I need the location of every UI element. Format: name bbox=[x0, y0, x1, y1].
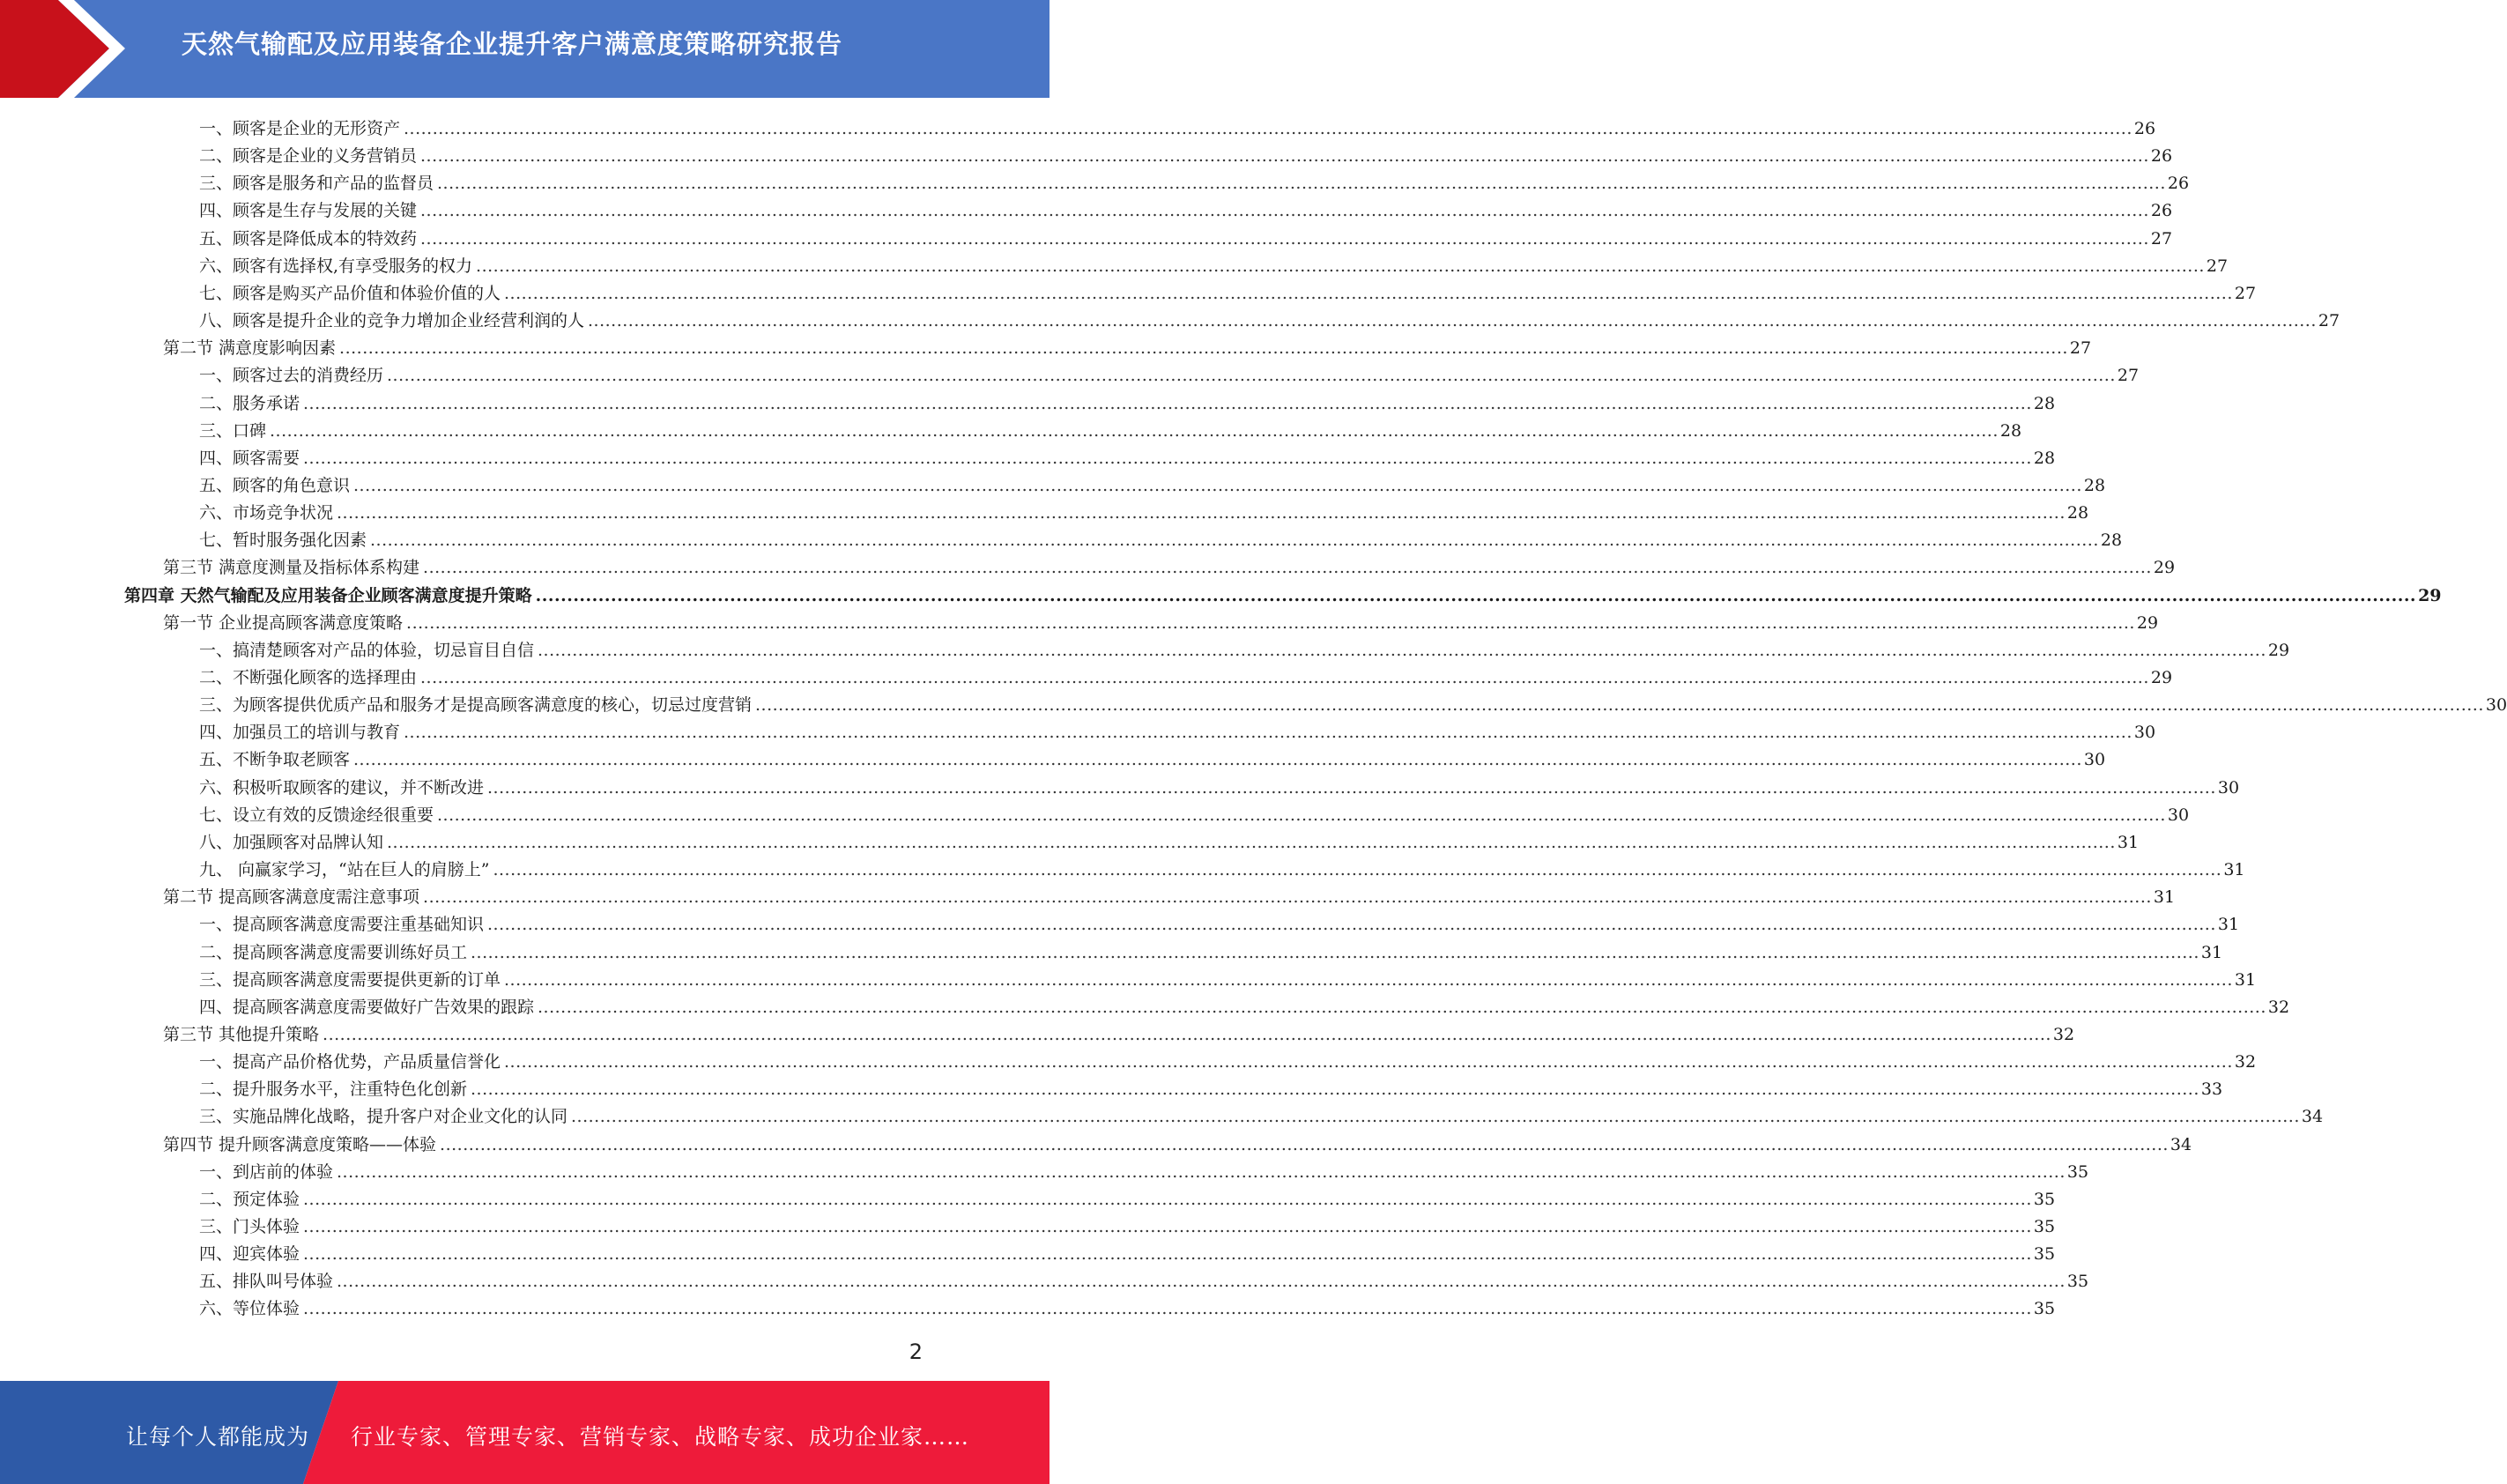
toc-entry-page: 29 bbox=[2136, 612, 2159, 633]
toc-entry[interactable] bbox=[199, 853, 2245, 880]
toc-entry[interactable] bbox=[199, 1100, 2324, 1127]
toc-entry[interactable] bbox=[199, 1237, 2056, 1265]
footer-slogan-left: 让每个人都能成为 bbox=[126, 1424, 310, 1450]
toc-entry[interactable] bbox=[199, 1210, 2056, 1237]
toc-dot-leader: ............................................................................................................................................................................................................................................................................................................ bbox=[270, 420, 1999, 441]
toc-entry-label: 八、加强顾客对品牌认知 bbox=[199, 832, 384, 852]
toc-entry-label: 二、服务承诺 bbox=[199, 393, 300, 413]
toc-dot-leader: ............................................................................................................................................................................................................................................................................................................ bbox=[387, 832, 2116, 852]
toc-dot-leader: ............................................................................................................................................................................................................................................................................................................ bbox=[476, 256, 2205, 276]
toc-entry-label: 七、暂时服务强化因素 bbox=[199, 531, 367, 551]
toc-entry[interactable] bbox=[199, 743, 2106, 770]
toc-entry[interactable] bbox=[199, 222, 2173, 249]
toc-entry[interactable] bbox=[163, 606, 2159, 634]
toc-entry-page: 27 bbox=[2318, 311, 2340, 331]
toc-entry-page: 35 bbox=[2033, 1189, 2056, 1209]
toc-entry-label: 四、迎宾体验 bbox=[199, 1244, 300, 1265]
toc-dot-leader: ............................................................................................................................................................................................................................................................................................................ bbox=[487, 915, 2216, 935]
toc-entry-label: 五、不断争取老顾客 bbox=[199, 750, 351, 770]
toc-dot-leader: ............................................................................................................................................................................................................................................................................................................ bbox=[404, 723, 2132, 743]
toc-entry-label: 五、排队叫号体验 bbox=[199, 1272, 334, 1292]
toc-dot-leader: ............................................................................................................................................................................................................................................................................................................ bbox=[303, 1189, 2032, 1209]
toc-entry-label: 四、顾客需要 bbox=[199, 448, 300, 468]
toc-entry-page: 31 bbox=[2217, 915, 2240, 935]
toc-dot-leader: ............................................................................................................................................................................................................................................................................................................ bbox=[337, 1272, 2066, 1292]
toc-entry-page: 35 bbox=[2066, 1272, 2089, 1292]
toc-dot-leader: ............................................................................................................................................................................................................................................................................................................ bbox=[437, 805, 2166, 825]
toc-entry-page: 30 bbox=[2133, 723, 2156, 743]
toc-entry-page: 31 bbox=[2117, 832, 2140, 852]
toc-entry[interactable] bbox=[163, 880, 2176, 908]
toc-entry-label: 二、不断强化顾客的选择理由 bbox=[199, 668, 418, 687]
toc-entry[interactable] bbox=[199, 496, 2089, 523]
toc-dot-leader: ............................................................................................................................................................................................................................................................................................................ bbox=[303, 1299, 2032, 1319]
footer-slogan-right: 行业专家、管理专家、营销专家、战略专家、成功企业家…… bbox=[351, 1424, 970, 1450]
report-title: 天然气输配及应用装备企业提升客户满意度策略研究报告 bbox=[182, 29, 843, 59]
toc-entry-page: 26 bbox=[2150, 201, 2173, 221]
toc-entry[interactable] bbox=[199, 771, 2240, 798]
toc-dot-leader: ............................................................................................................................................................................................................................................................................................................ bbox=[504, 969, 2233, 990]
toc-entry-label: 三、口碑 bbox=[199, 420, 267, 441]
toc-entry[interactable] bbox=[199, 1265, 2089, 1292]
toc-entry[interactable] bbox=[163, 1128, 2192, 1155]
toc-entry-page: 26 bbox=[2133, 119, 2156, 138]
toc-entry-page: 28 bbox=[2083, 475, 2106, 495]
toc-entry[interactable] bbox=[199, 139, 2173, 167]
toc-entry-page: 31 bbox=[2200, 942, 2223, 962]
toc-entry-page: 27 bbox=[2206, 256, 2229, 276]
toc-entry-page: 28 bbox=[2033, 393, 2056, 413]
toc-entry-page: 26 bbox=[2167, 174, 2190, 194]
toc-dot-leader: ............................................................................................................................................................................................................................................................................................................ bbox=[420, 146, 2149, 167]
toc-entry-label: 一、顾客过去的消费经历 bbox=[199, 366, 384, 386]
toc-entry-label: 六、积极听取顾客的建议，并不断改进 bbox=[199, 777, 485, 798]
toc-entry-page: 27 bbox=[2069, 338, 2092, 359]
toc-entry-label: 二、顾客是企业的义务营销员 bbox=[199, 146, 418, 167]
toc-entry-label: 一、搞清楚顾客对产品的体验，切忌盲目自信 bbox=[199, 640, 535, 660]
toc-entry-page: 33 bbox=[2200, 1080, 2223, 1100]
toc-entry-label: 八、顾客是提升企业的竞争力增加企业经营利润的人 bbox=[199, 311, 585, 331]
header-arrow-decoration bbox=[0, 0, 141, 98]
toc-entry-label: 三、顾客是服务和产品的监督员 bbox=[199, 174, 434, 194]
toc-dot-leader: ............................................................................................................................................................................................................................................................................................................ bbox=[538, 997, 2266, 1017]
toc-entry[interactable] bbox=[199, 716, 2156, 743]
toc-dot-leader: ............................................................................................................................................................................................................................................................................................................ bbox=[353, 475, 2082, 495]
toc-entry-label: 第一节 企业提高顾客满意度策略 bbox=[163, 612, 404, 633]
toc-entry-label: 第二节 提高顾客满意度需注意事项 bbox=[163, 887, 420, 908]
toc-entry-label: 三、实施品牌化战略，提升客户对企业文化的认同 bbox=[199, 1107, 568, 1127]
toc-dot-leader: ............................................................................................................................................................................................................................................................................................................ bbox=[471, 1080, 2199, 1100]
toc-entry-label: 二、预定体验 bbox=[199, 1189, 300, 1209]
toc-dot-leader: ............................................................................................................................................................................................................................................................................................................ bbox=[471, 942, 2199, 962]
toc-entry-label: 一、到店前的体验 bbox=[199, 1161, 334, 1182]
toc-entry[interactable] bbox=[199, 167, 2190, 194]
page-number: 2 bbox=[909, 1339, 923, 1364]
toc-entry-page: 34 bbox=[2170, 1134, 2192, 1154]
toc-dot-leader: ............................................................................................................................................................................................................................................................................................................ bbox=[303, 448, 2032, 468]
toc-entry[interactable] bbox=[199, 523, 2123, 551]
toc-entry-label: 四、提高顾客满意度需要做好广告效果的跟踪 bbox=[199, 997, 535, 1017]
toc-entry-page: 29 bbox=[2150, 668, 2173, 687]
toc-entry-label: 第四章 天然气输配及应用装备企业顾客满意度提升策略 bbox=[124, 585, 532, 605]
toc-dot-leader: ............................................................................................................................................................................................................................................................................................................ bbox=[538, 640, 2266, 660]
toc-entry[interactable] bbox=[199, 688, 2507, 716]
toc-entry[interactable] bbox=[199, 1072, 2223, 1100]
toc-entry-page: 29 bbox=[2153, 558, 2176, 578]
toc-entry-page: 34 bbox=[2301, 1107, 2324, 1127]
toc-entry[interactable] bbox=[199, 249, 2229, 277]
toc-entry[interactable] bbox=[199, 469, 2106, 496]
toc-entry-label: 七、设立有效的反馈途经很重要 bbox=[199, 805, 434, 825]
toc-entry-label: 四、加强员工的培训与教育 bbox=[199, 723, 401, 743]
toc-entry-page: 32 bbox=[2234, 1052, 2257, 1072]
toc-entry[interactable] bbox=[199, 798, 2190, 826]
toc-entry-label: 第四节 提升顾客满意度策略——体验 bbox=[163, 1134, 437, 1154]
toc-entry-page: 30 bbox=[2217, 777, 2240, 798]
toc-entry-page: 29 bbox=[2418, 585, 2442, 605]
toc-entry[interactable] bbox=[199, 1045, 2257, 1072]
toc-entry-label: 七、顾客是购买产品价值和体验价值的人 bbox=[199, 283, 501, 303]
toc-entry-label: 二、提高顾客满意度需要训练好员工 bbox=[199, 942, 468, 962]
toc-dot-leader: ............................................................................................................................................................................................................................................................................................................ bbox=[588, 311, 2317, 331]
toc-entry-page: 35 bbox=[2066, 1161, 2089, 1182]
toc-entry-label: 五、顾客的角色意识 bbox=[199, 475, 351, 495]
toc-dot-leader: ............................................................................................................................................................................................................................................................................................................ bbox=[404, 119, 2132, 138]
toc-entry-label: 九、 向赢家学习，“站在巨人的肩膀上” bbox=[199, 860, 490, 880]
toc-entry[interactable] bbox=[199, 908, 2240, 935]
toc-entry-page: 28 bbox=[2100, 531, 2123, 551]
toc-entry-page: 32 bbox=[2052, 1024, 2075, 1044]
toc-entry-page: 26 bbox=[2150, 146, 2173, 167]
toc-entry-label: 六、顾客有选择权,有享受服务的权力 bbox=[199, 256, 473, 276]
toc-dot-leader: ............................................................................................................................................................................................................................................................................................................ bbox=[303, 1217, 2032, 1236]
toc-entry-label: 三、提高顾客满意度需要提供更新的订单 bbox=[199, 969, 501, 990]
toc-entry-page: 35 bbox=[2033, 1244, 2056, 1265]
toc-entry[interactable] bbox=[199, 661, 2173, 688]
toc-entry-page: 31 bbox=[2153, 887, 2176, 908]
toc-entry[interactable] bbox=[199, 304, 2340, 331]
toc-dot-leader: ............................................................................................................................................................................................................................................................................................................ bbox=[303, 393, 2032, 413]
toc-entry-page: 30 bbox=[2167, 805, 2190, 825]
toc-dot-leader: ............................................................................................................................................................................................................................................................................................................ bbox=[420, 201, 2149, 221]
toc-entry-label: 一、顾客是企业的无形资产 bbox=[199, 119, 401, 138]
toc-dot-leader: ............................................................................................................................................................................................................................................................................................................ bbox=[303, 1244, 2032, 1265]
toc-dot-leader: ............................................................................................................................................................................................................................................................................................................ bbox=[323, 1024, 2051, 1044]
toc-entry-label: 第三节 满意度测量及指标体系构建 bbox=[163, 558, 420, 578]
toc-dot-leader: ............................................................................................................................................................................................................................................................................................................ bbox=[420, 228, 2149, 249]
toc-entry[interactable] bbox=[199, 1155, 2089, 1183]
toc-dot-leader: ............................................................................................................................................................................................................................................................................................................ bbox=[423, 558, 2152, 578]
toc-entry[interactable] bbox=[163, 331, 2092, 359]
toc-dot-leader: ............................................................................................................................................................................................................................................................................................................ bbox=[339, 338, 2068, 359]
toc-entry-page: 31 bbox=[2234, 969, 2257, 990]
toc-entry-page: 30 bbox=[2083, 750, 2106, 770]
toc-entry[interactable] bbox=[163, 551, 2176, 578]
toc-entry-page: 32 bbox=[2267, 997, 2290, 1017]
toc-dot-leader: ............................................................................................................................................................................................................................................................................................................ bbox=[420, 668, 2149, 687]
toc-dot-leader: ............................................................................................................................................................................................................................................................................................................ bbox=[504, 1052, 2233, 1072]
toc-dot-leader: ............................................................................................................................................................................................................................................................................................................ bbox=[504, 283, 2233, 303]
toc-entry-label: 二、提升服务水平，注重特色化创新 bbox=[199, 1080, 468, 1100]
toc-entry[interactable] bbox=[199, 277, 2257, 304]
toc-dot-leader: ............................................................................................................................................................................................................................................................................................................ bbox=[487, 777, 2216, 798]
toc-dot-leader: ............................................................................................................................................................................................................................................................................................................ bbox=[406, 612, 2135, 633]
toc-entry-label: 五、顾客是降低成本的特效药 bbox=[199, 228, 418, 249]
toc-entry[interactable] bbox=[199, 359, 2140, 386]
toc-entry-label: 一、提高产品价格优势，产品质量信誉化 bbox=[199, 1052, 501, 1072]
toc-entry-page: 28 bbox=[2066, 503, 2089, 523]
toc-entry-label: 三、为顾客提供优质产品和服务才是提高顾客满意度的核心，切忌过度营销 bbox=[199, 695, 753, 716]
page-footer bbox=[0, 1381, 1050, 1484]
toc-entry-label: 六、等位体验 bbox=[199, 1299, 300, 1319]
toc-dot-leader: ............................................................................................................................................................................................................................................................................................................ bbox=[493, 860, 2222, 880]
toc-dot-leader: ............................................................................................................................................................................................................................................................................................................ bbox=[337, 503, 2066, 523]
toc-dot-leader: ............................................................................................................................................................................................................................................................................................................ bbox=[337, 1161, 2066, 1182]
toc-entry-label: 三、门头体验 bbox=[199, 1217, 300, 1236]
toc-entry-page: 27 bbox=[2234, 283, 2257, 303]
toc-entry[interactable] bbox=[199, 112, 2156, 139]
toc-entry-label: 四、顾客是生存与发展的关键 bbox=[199, 201, 418, 221]
toc-entry-label: 第三节 其他提升策略 bbox=[163, 1024, 320, 1044]
toc-dot-leader: ............................................................................................................................................................................................................................................................................................................ bbox=[387, 366, 2116, 386]
toc-dot-leader: ............................................................................................................................................................................................................................................................................................................ bbox=[440, 1134, 2169, 1154]
toc-entry[interactable] bbox=[199, 826, 2140, 853]
toc-dot-leader: ............................................................................................................................................................................................................................................................................................................ bbox=[535, 585, 2417, 605]
toc-entry-page: 29 bbox=[2267, 640, 2290, 660]
toc-dot-leader: ............................................................................................................................................................................................................................................................................................................ bbox=[437, 174, 2166, 194]
toc-entry[interactable] bbox=[199, 936, 2223, 963]
toc-entry-page: 35 bbox=[2033, 1217, 2056, 1236]
toc-entry-page: 28 bbox=[1999, 420, 2022, 441]
toc-entry[interactable] bbox=[199, 387, 2056, 414]
toc-dot-leader: ............................................................................................................................................................................................................................................................................................................ bbox=[755, 695, 2484, 716]
toc-entry-page: 27 bbox=[2150, 228, 2173, 249]
toc-dot-leader: ............................................................................................................................................................................................................................................................................................................ bbox=[370, 531, 2099, 551]
toc-entry-page: 35 bbox=[2033, 1299, 2056, 1319]
toc-entry-label: 六、市场竞争状况 bbox=[199, 503, 334, 523]
toc-entry[interactable] bbox=[199, 1292, 2056, 1319]
toc-entry[interactable] bbox=[199, 194, 2173, 221]
toc-entry-page: 30 bbox=[2485, 695, 2507, 716]
toc-entry-label: 一、提高顾客满意度需要注重基础知识 bbox=[199, 915, 485, 935]
toc-dot-leader: ............................................................................................................................................................................................................................................................................................................ bbox=[423, 887, 2152, 908]
page-header bbox=[0, 0, 1050, 98]
toc-entry[interactable] bbox=[124, 579, 2442, 606]
toc-entry-label: 第二节 满意度影响因素 bbox=[163, 338, 337, 359]
toc-dot-leader: ............................................................................................................................................................................................................................................................................................................ bbox=[353, 750, 2082, 770]
toc-entry[interactable] bbox=[163, 1018, 2075, 1045]
toc-dot-leader: ............................................................................................................................................................................................................................................................................................................ bbox=[571, 1107, 2300, 1127]
toc-entry-page: 28 bbox=[2033, 448, 2056, 468]
toc-entry[interactable] bbox=[199, 1183, 2056, 1210]
toc-entry[interactable] bbox=[199, 414, 2022, 441]
toc-entry[interactable] bbox=[199, 441, 2056, 469]
toc-entry[interactable] bbox=[199, 634, 2290, 661]
toc-entry-page: 27 bbox=[2117, 366, 2140, 386]
toc-entry[interactable] bbox=[199, 991, 2290, 1018]
toc-entry[interactable] bbox=[199, 963, 2257, 991]
toc-entry-page: 31 bbox=[2223, 860, 2245, 880]
